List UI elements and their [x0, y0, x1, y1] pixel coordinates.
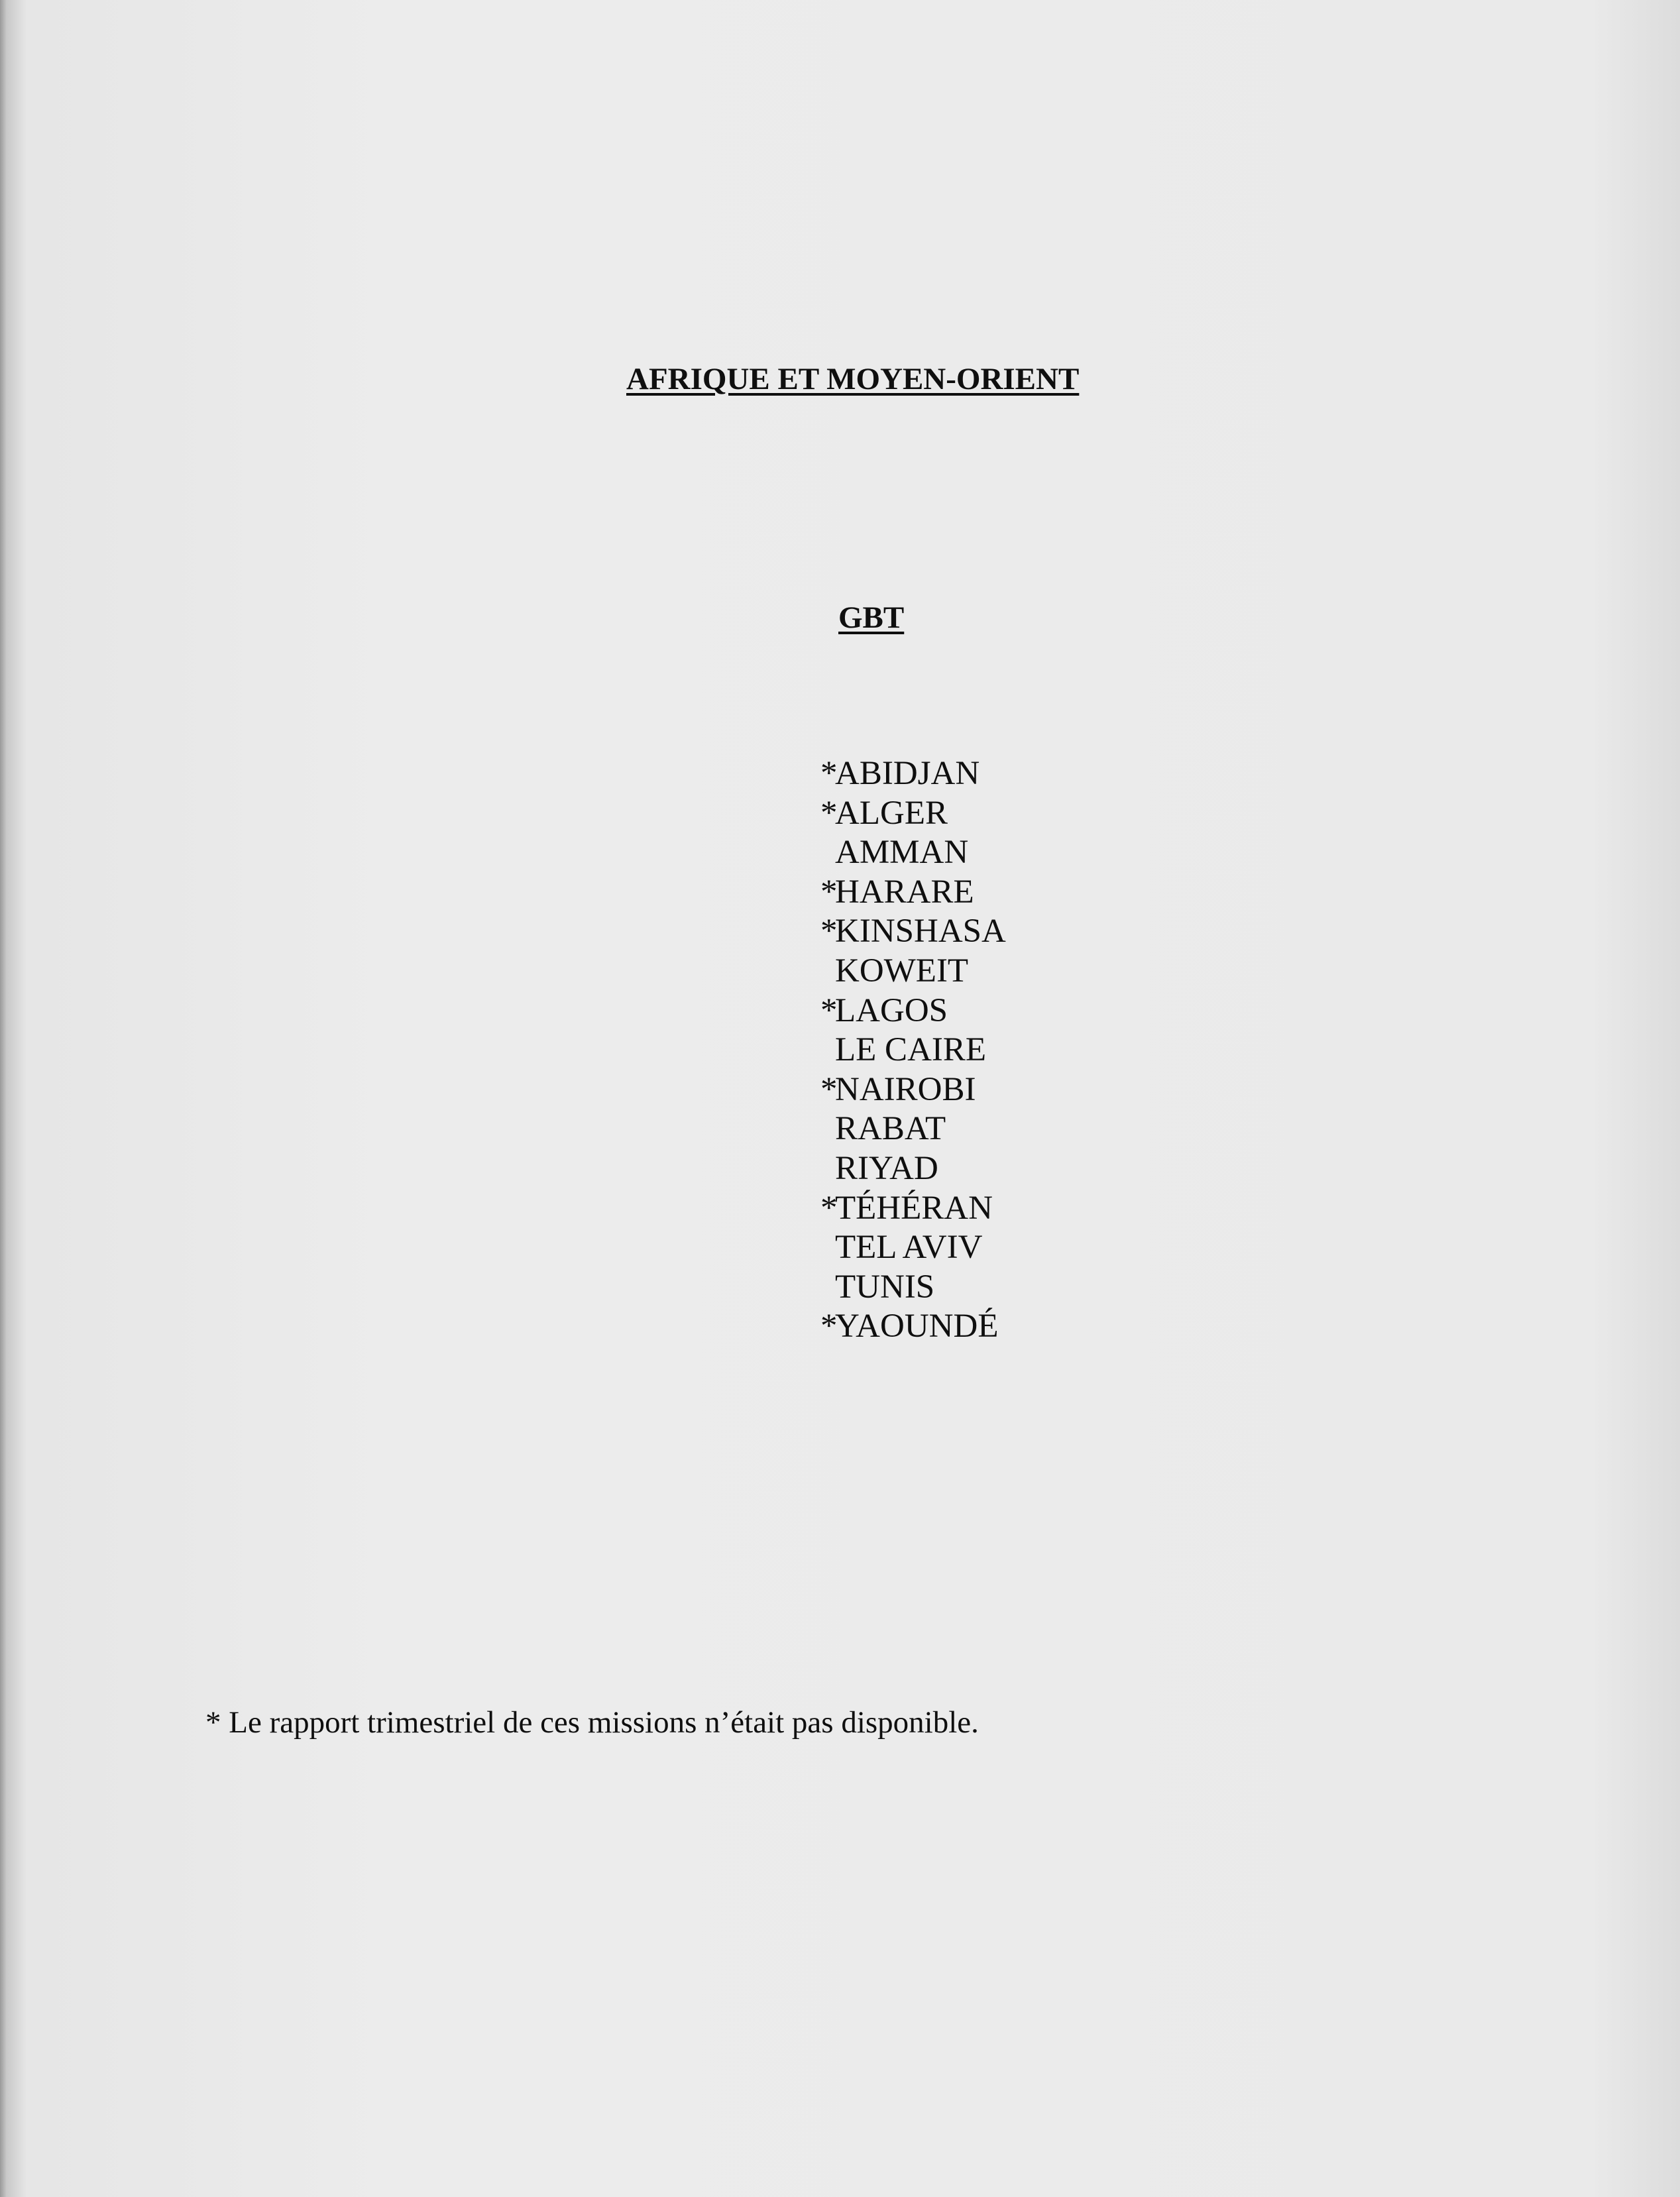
mission-name: NAIROBI: [835, 1070, 976, 1108]
list-item: [820, 952, 1006, 991]
mission-name: KOWEIT: [835, 952, 969, 989]
unavailable-marker: *: [820, 1308, 838, 1345]
mission-name: AMMAN: [835, 834, 969, 872]
unavailable-marker: *: [820, 991, 838, 1029]
list-item: [820, 1149, 1006, 1189]
list-item: [820, 1307, 1006, 1347]
unavailable-marker: *: [820, 1189, 838, 1227]
footnote: * Le rapport trimestriel de ces missions n’était pas disponible.: [205, 1705, 979, 1740]
list-item: [820, 833, 1006, 873]
mission-name: LE CAIRE: [835, 1031, 987, 1069]
list-item: [820, 1268, 1006, 1308]
mission-name: RABAT: [835, 1110, 946, 1148]
mission-name: TEL AVIV: [835, 1229, 983, 1267]
mission-name: LAGOS: [835, 991, 948, 1029]
list-item: [820, 1070, 1006, 1110]
list-item: [820, 1109, 1006, 1149]
mission-name: TUNIS: [835, 1268, 935, 1306]
unavailable-marker: *: [820, 794, 838, 832]
unavailable-marker: *: [820, 1070, 838, 1108]
mission-name: KINSHASA: [835, 913, 1006, 950]
unavailable-marker: *: [820, 873, 838, 911]
list-item: [820, 1189, 1006, 1229]
mission-name: ABIDJAN: [835, 755, 980, 792]
unavailable-marker: *: [820, 755, 838, 792]
list-item: [820, 794, 1006, 834]
list-item: [820, 754, 1006, 794]
mission-name: HARARE: [835, 873, 974, 911]
page-title: AFRIQUE ET MOYEN-ORIENT: [626, 362, 1080, 396]
list-item: [820, 1031, 1006, 1070]
mission-name: YAOUNDÉ: [835, 1308, 999, 1345]
list-item: [820, 873, 1006, 913]
unavailable-marker: *: [820, 913, 838, 950]
list-item: [820, 991, 1006, 1031]
section-heading: GBT: [838, 600, 905, 635]
mission-name: ALGER: [835, 794, 948, 832]
mission-name: RIYAD: [835, 1149, 938, 1187]
list-item: [820, 912, 1006, 952]
list-item: [820, 1228, 1006, 1268]
mission-name: TÉHÉRAN: [835, 1189, 993, 1227]
mission-list: [820, 754, 1006, 1347]
